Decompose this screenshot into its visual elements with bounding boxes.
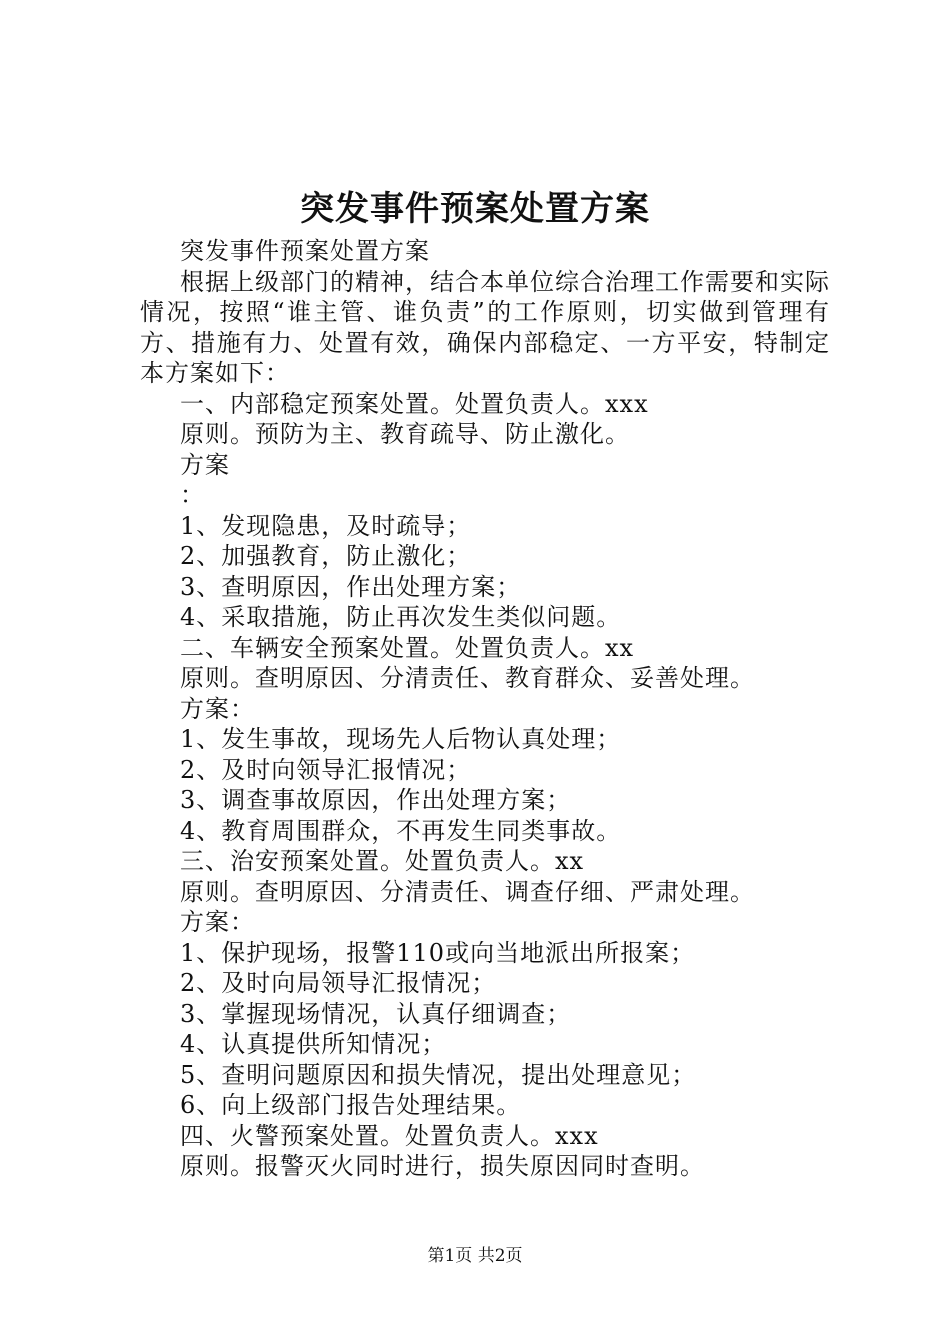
text-line: ： — [180, 481, 205, 509]
text-line: 二、车辆安全预案处置。处置负责人。xx — [180, 633, 635, 662]
text-line: 四、火警预案处置。处置负责人。xxx — [180, 1121, 599, 1150]
text-line: 原则。查明原因、分清责任、教育群众、妥善处理。 — [180, 664, 755, 692]
text-line: 1、发生事故，现场先人后物认真处理； — [180, 725, 622, 753]
text-line: 6、向上级部门报告处理结果。 — [180, 1091, 522, 1119]
intro-paragraph: 根据上级部门的精神，结合本单位综合治理工作需要和实际情况，按照“谁主管、谁负责”的工作原则，切实做到管理有方、措施有力、处置有效，确保内部稳定、一方平安，特制定本方案如下： — [140, 267, 830, 387]
text-line: 三、治安预案处置。处置负责人。xx — [180, 847, 585, 875]
text-line: 4、教育周围群众，不再发生同类事故。 — [180, 816, 622, 845]
document-body — [140, 236, 830, 1182]
text-line: 5、查明问题原因和损失情况，提出处理意见； — [180, 1060, 697, 1089]
text-line: 3、调查事故原因，作出处理方案； — [180, 786, 572, 814]
page-footer: 第1页 共2页 — [427, 1246, 523, 1266]
text-line: 原则。预防为主、教育疏导、防止激化。 — [180, 420, 630, 448]
text-line: 1、保护现场，报警110或向当地派出所报案； — [180, 938, 696, 967]
text-line: 4、认真提供所知情况； — [180, 1030, 447, 1058]
document-subtitle: 突发事件预案处置方案 — [180, 237, 430, 265]
text-line: 方案 — [180, 450, 230, 479]
text-line: 1、发现隐患，及时疏导； — [180, 511, 472, 540]
text-line: 原则。查明原因、分清责任、调查仔细、严肃处理。 — [180, 877, 755, 906]
text-line: 方案： — [180, 694, 255, 723]
text-line: 方案： — [180, 908, 255, 936]
text-line: 原则。报警灭火同时进行，损失原因同时查明。 — [180, 1152, 705, 1180]
text-line: 2、及时向领导汇报情况； — [180, 755, 472, 784]
document-title: 突发事件预案处置方案 — [300, 189, 650, 229]
text-line: 4、采取措施，防止再次发生类似问题。 — [180, 603, 622, 631]
text-line: 3、查明原因，作出处理方案； — [180, 572, 522, 601]
text-line: 3、掌握现场情况，认真仔细调查； — [180, 999, 572, 1028]
text-line: 2、及时向局领导汇报情况； — [180, 969, 497, 997]
text-line: 2、加强教育，防止激化； — [180, 542, 472, 570]
text-line: 一、内部稳定预案处置。处置负责人。xxx — [180, 389, 649, 418]
